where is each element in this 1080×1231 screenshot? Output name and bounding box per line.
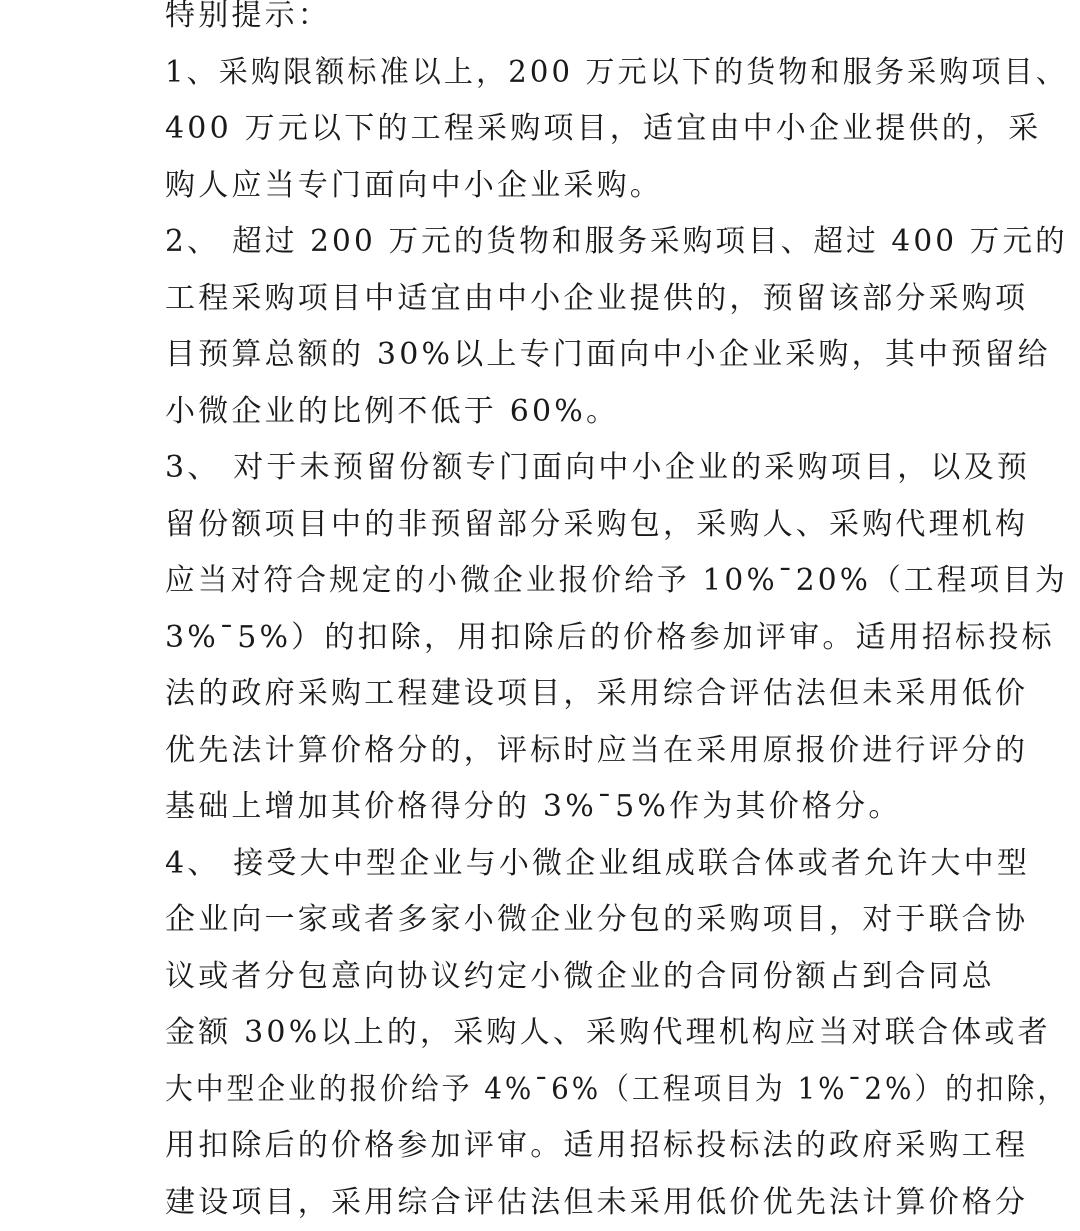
text-line: 购人应当专门面向中小企业采购。 [165,168,663,203]
text-line: 用扣除后的价格参加评审。适用招标投标法的政府采购工程 [165,1128,1029,1163]
text-line: 400 万元以下的工程采购项目，适宜由中小企业提供的，采 [165,111,1042,146]
text-line: 优先法计算价格分的，评标时应当在采用原报价进行评分的 [165,733,1029,768]
text-line: 2、 超过 200 万元的货物和服务采购项目、超过 400 万元的 [165,224,1068,259]
text-line: 工程采购项目中适宜由中小企业提供的，预留该部分采购项 [165,281,1029,316]
text-line: 应当对符合规定的小微企业报价给予 10%¯20%（工程项目为 [165,563,1068,598]
text-line: 金额 30%以上的，采购人、采购代理机构应当对联合体或者 [165,1015,1051,1050]
document-heading: 特别提示： [165,0,331,33]
text-line: 1、采购限额标准以上，200 万元以下的货物和服务采购项目、 [165,55,1068,90]
text-line: 3、 对于未预留份额专门面向中小企业的采购项目，以及预 [165,450,1031,485]
text-line: 小微企业的比例不低于 60%。 [165,394,620,429]
text-line: 议或者分包意向协议约定小微企业的合同份额占到合同总 [165,959,995,994]
text-line: 基础上增加其价格得分的 3%¯5%作为其价格分。 [165,789,902,824]
text-line: 大中型企业的报价给予 4%¯6%（工程项目为 1%¯2%）的扣除， [165,1072,1069,1107]
text-line: 企业向一家或者多家小微企业分包的采购项目，对于联合协 [165,902,1029,937]
text-line: 目预算总额的 30%以上专门面向中小企业采购，其中预留给 [165,337,1051,372]
text-line: 建设项目，采用综合评估法但未采用低价优先法计算价格分 [165,1185,1029,1220]
text-line: 4、 接受大中型企业与小微企业组成联合体或者允许大中型 [165,846,1031,881]
text-line: 留份额项目中的非预留部分采购包，采购人、采购代理机构 [165,507,1029,542]
text-line: 法的政府采购工程建设项目，采用综合评估法但未采用低价 [165,676,1029,711]
text-line: 3%¯5%）的扣除，用扣除后的价格参加评审。适用招标投标 [165,620,1055,655]
